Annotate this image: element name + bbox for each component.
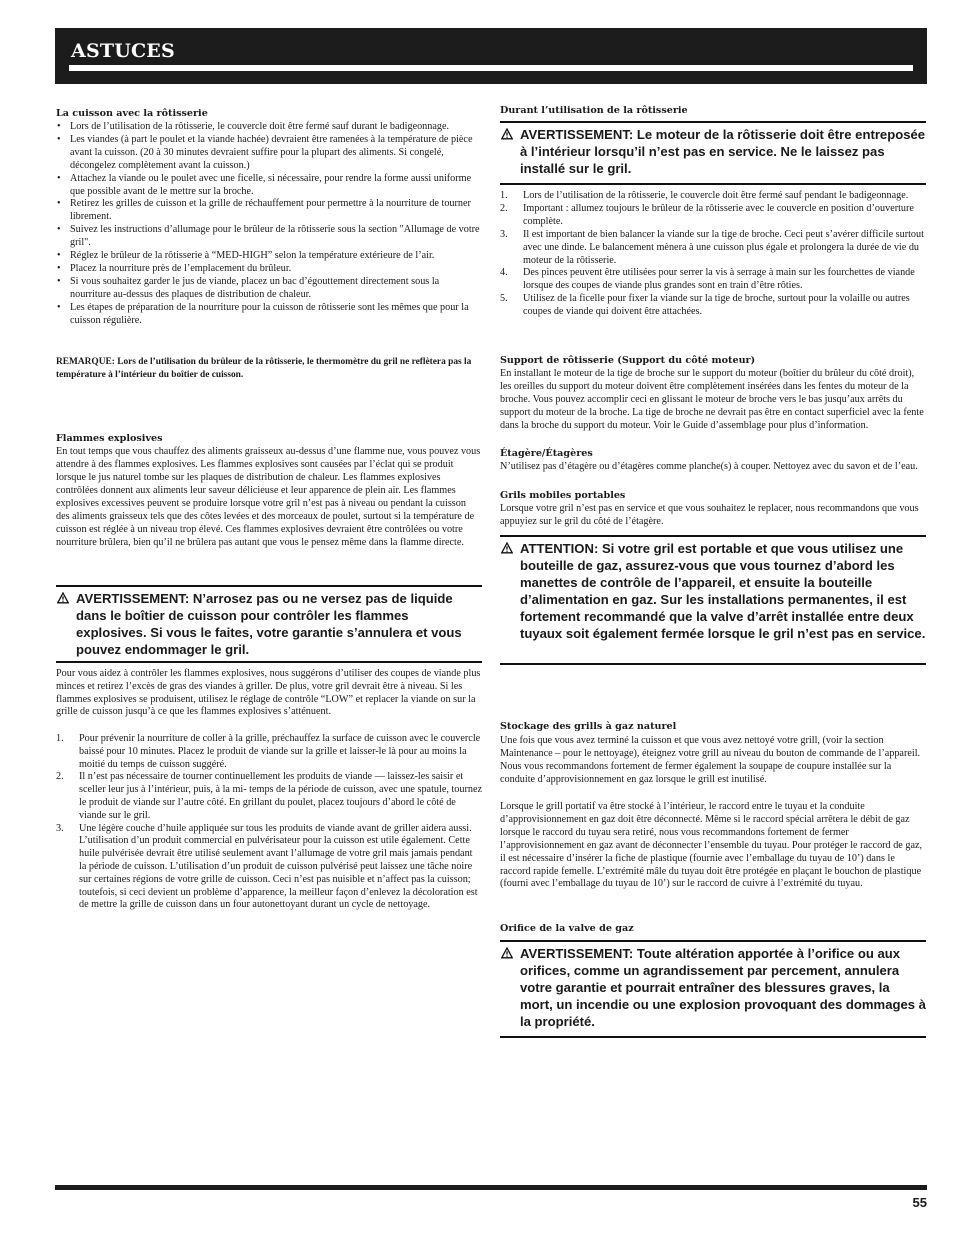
shelf-paragraph: N’utilisez pas d’étagère ou d’étagères comme planche(s) à couper. Nettoyez avec du savon et de l’eau.	[500, 461, 918, 472]
numbered-step	[56, 771, 482, 822]
portable-heading: Grils mobiles portables	[500, 490, 626, 501]
bullet-item: • Si vous souhaitez garder le jus de viande, placez un bac d’égouttement directement sous la nourriture au-dessus des plaques de distribution de chaleur.	[70, 276, 482, 302]
support-heading: Support de rôtisserie (Support du côté moteur)	[500, 355, 756, 366]
step-number: 2.	[500, 202, 508, 214]
step-text: Pour prévenir la nourriture de coller à la grille, préchauffez la surface de cuisson avec le couvercle baissé pour 10 minutes. Placez le produit de viande sur la grille et laisser-le là pour au moins la moitié du temps de cuisson suggéré.	[79, 733, 481, 770]
flames-heading: Flammes explosives	[56, 433, 163, 444]
during-heading: Durant l’utilisation de la rôtisserie	[500, 105, 688, 116]
storage-paragraph-2: Lorsque le grill portatif va être stocké à l’intérieur, le raccord entre le tuyau et la conduite d’approvisionnement en gaz doit être déconnecté. Même si le raccord spécial arrêtera le débit de gaz lorsque le raccord du tuyau sera retiré, nous vous recommandons fortement de fermer l’approvisionnement en gaz avant de déconnecter l’ensemble du tuyau. Pour protéger le raccord de gaz, il est nécessaire d’insérer la fiche de plastique (fournie avec l’emballage du tuyau de 10’) dans le raccord rapide femelle. L’extrémité mâle du tuyau doit être protégée en plaçant le bouchon de plastique (fourni avec l’emballage du tuyau de 10’) sur le raccord de cuivre à l’extrémité du tuyau.	[500, 801, 923, 890]
storage-paragraph-1: Une fois que vous avez terminé la cuisson et que vous avez nettoyé votre grill, (voir la section Maintenance – pour le nettoyage), éteignez votre grill au niveau du bouton de commande de l’appareil. Nous vous recommandons fortement de fermer également la soupape de coupure installée sur la conduite d’approvisionnement en gaz lorsque le grill est inutilisé.	[500, 735, 921, 785]
motor-warning-box	[500, 121, 926, 185]
step-number: 5.	[500, 293, 508, 305]
control-intro: Pour vous aidez à contrôler les flammes explosives, nous suggérons d’utiliser des coupes de viande plus minces et retirez l’excès de gras des viandes à griller. De plus, votre gril devrait être à niveau. Si les flammes explosives se produisent, utilisez le réglage de contrôle “LOW” et replacer la viande on sur la grille de cuisson jusqu’à ce que les flammes explosives s’atténuent.	[56, 668, 481, 718]
shelf-heading: Étagère/Étagères	[500, 448, 593, 459]
flames-paragraph: En tout temps que vous chauffez des aliments graisseux au-dessus d’une flamme nue, vous pouvez vous attendre à des flammes explosives. Les flammes explosives sont causées par l’éclat qui se produit lorsque le jus naturel tombe sur les plaques de distribution de chaleur. Les flammes explosives contrôlées donnent aux aliments leur saveur délicieuse et leur apparence de plein air. Les flammes explosives excessives peuvent se produire lorsque votre gril n’est pas à niveau ou pendant la cuisson des aliments graisseux tels que des côtes levées et des morceaux de poulet, surtout si la température de cuisson est réglée à un niveau trop élevé. Ces flammes explosives devraient être contrôlées ou votre nourriture brûlera, bien qu’il ne brûlera pas autant que vous le pensez même dans la flamme directe.	[56, 446, 481, 548]
numbered-step	[500, 202, 926, 229]
page-title: ASTUCES	[71, 40, 175, 62]
flames-warning-box	[56, 585, 482, 663]
bullet-item: • Réglez le brûleur de la rôtisserie à “MED-HIGH” selon la température extérieure de l’air.	[70, 250, 482, 263]
caution-text: ATTENTION: Si votre gril est portable et que vous utilisez une bouteille de gaz, assurez-vous que vous tournez d’abord les manettes de contrôle de l’appareil, et ensuite la bouteille d’alimentation en gaz. Sur les installations permanentes, il est fortement recommandé que la valve d’arrêt installée entre deux tuyaux soit également fermée lorsque le gril n’est pas en service.	[520, 541, 926, 641]
bullet-item: • Lors de l’utilisation de la rôtisserie, le couvercle doit être fermé sauf durant le badigeonnage.	[70, 121, 482, 134]
numbered-step	[500, 228, 926, 268]
warning-triangle-icon	[501, 947, 513, 959]
warning-triangle-icon	[501, 128, 513, 140]
flames-warning-text: AVERTISSEMENT: N’arrosez pas ou ne versez pas de liquide dans le boîtier de cuisson pour contrôler les flammes explosives. Si vous le faites, votre garantie s’annulera et vous pouvez endommager le gril.	[76, 591, 462, 657]
step-text: Utilisez de la ficelle pour fixer la viande sur la tige de broche, surtout pour la volaille ou autres coupes de viande qui doivent être attachées.	[523, 293, 910, 318]
step-number: 2.	[56, 771, 64, 783]
page-number: 55	[912, 1195, 927, 1210]
caution-box	[500, 535, 926, 665]
step-text: Il n’est pas nécessaire de tourner continuellement les produits de viande — laissez-les saisir et sceller leur jus à l’intérieur, puis, à la mi- temps de la période de cuisson, avec une spatule, tournez le produit de viande sur l’autre côté. En grillant du poulet, placez toujours d’abord le côté de viande sur le gril.	[79, 771, 482, 821]
step-text: Des pinces peuvent être utilisées pour serrer la vis à serrage à main sur les fourchettes de viande lorsque des coupes de viande plus grandes sont en train d’être rôties.	[523, 267, 915, 292]
numbered-step	[500, 267, 926, 293]
bullet-item: • Les étapes de préparation de la nourriture pour la cuisson de rôtisserie sont les mêmes que pour la cuisson régulière.	[70, 302, 482, 328]
rotisserie-heading: La cuisson avec la rôtisserie	[56, 108, 208, 119]
control-steps-list	[56, 733, 482, 912]
step-number: 3.	[500, 228, 508, 240]
step-number: 1.	[56, 733, 64, 744]
step-number: 1.	[500, 190, 508, 201]
warning-triangle-icon	[501, 542, 513, 554]
support-paragraph: En installant le moteur de la tige de broche sur le support du moteur (boîtier du brûleur du côté droit), les oreilles du support du moteur doivent être complètement insérées dans les fentes du moteur de la broche. Vous pouvez accomplir ceci en glissant le moteur de broche vers le bas jusqu’aux arrêts du support du moteur de la broche. La tige de broche ne devrait pas être en contact superficiel avec la fente dans la broche du support du moteur. Voir le Guide d’assemblage pour plus d’information.	[500, 368, 924, 431]
portable-paragraph: Lorsque votre gril n’est pas en service et que vous souhaitez le replacer, nous recommandons que vous appuyiez sur le gril du côté de l’étagère.	[500, 503, 919, 527]
step-number: 4.	[500, 267, 508, 279]
bullet-item: • Suivez les instructions d’allumage pour le brûleur de la rôtisserie sous la section "Allumage de votre gril".	[70, 224, 482, 250]
bullet-item: • Retirez les grilles de cuisson et la grille de réchauffement pour permettre à la nourriture de tourner librement.	[70, 198, 482, 224]
step-text: Il est important de bien balancer la viande sur la tige de broche. Ceci peut s’avérer difficile surtout avec une dinde. Le balancement mènera à une cuisson plus égale et prolongera la durée de vie du moteur de la rôtisserie.	[523, 228, 924, 266]
step-text: Une légère couche d’huile appliquée sur tous les produits de viande avant de griller aidera aussi. L’utilisation d’un produit commercial en pulvérisateur pour la cuisson est utile également. Cette huile pulvérisée devrait être utilisé seulement avant l’allumage de votre gril mais jamais pendant la période de cuisson. L’utilisation d’un produit de cuisson pulvérisé peut laissez une tâche noire sur certaines régions de votre grille de cuisson. Ceci n’est pas nuisible et n’affect pas la cuisson; toutefois, si ceci devient un problème d’apparence, la meilleur façon d’enlevez la décoloration est de mettre la grille de cuisson dans un four autonettoyant durant un cycle de nettoyage.	[79, 822, 478, 911]
warning-triangle-icon	[57, 592, 69, 604]
step-number: 3.	[56, 822, 64, 834]
bullet-item: • Attachez la viande ou le poulet avec une ficelle, si nécessaire, pour rendre la forme aussi uniforme que possible avant de le mettre sur la broche.	[70, 173, 482, 199]
step-text: Lors de l’utilisation de la rôtisserie, le couvercle doit être fermé sauf pendant le badigeonnage.	[523, 190, 909, 201]
orifice-warning-box	[500, 940, 926, 1038]
bullet-item: • Les viandes (à part le poulet et la viande hachée) devraient être ramenées à la température de pièce avant la cuisson. (20 à 30 minutes devraient suffire pour la plupart des aliments. Si congelé, décongelez complètement avant la cuisson.)	[70, 134, 482, 173]
step-text: Important : allumez toujours le brûleur de la rôtisserie avec le couvercle en position d’ouverture complète.	[523, 202, 914, 227]
bullet-item: • Placez la nourriture près de l’emplacement du brûleur.	[70, 263, 482, 276]
numbered-step	[56, 733, 482, 771]
motor-warning-text: AVERTISSEMENT: Le moteur de la rôtisserie doit être entreposée à l’intérieur lorsqu’il n’est pas en service. Ne le laissez pas installé sur le gril.	[520, 127, 926, 176]
footer-rule	[55, 1185, 927, 1190]
header-banner	[55, 28, 927, 84]
rotisserie-remark: REMARQUE: Lors de l’utilisation du brûleur de la rôtisserie, le thermomètre du gril ne reflètera pas la température à l’intérieur du boîtier de cuisson.	[56, 357, 472, 380]
orifice-heading: Orifice de la valve de gaz	[500, 923, 634, 934]
numbered-step	[500, 293, 926, 319]
during-steps-list	[500, 190, 926, 319]
numbered-step	[56, 822, 482, 913]
numbered-step	[500, 190, 926, 203]
storage-heading: Stockage des grills à gaz naturel	[500, 721, 677, 732]
orifice-warning-text: AVERTISSEMENT: Toute altération apportée à l’orifice ou aux orifices, comme un agrandissement par percement, annulera votre garantie et pourrait entraîner des blessures graves, la mort, un incendie ou une explosion provoquant des dommages à la propriété.	[520, 946, 926, 1029]
rotisserie-bullet-list	[56, 121, 482, 328]
banner-rule	[69, 65, 913, 71]
